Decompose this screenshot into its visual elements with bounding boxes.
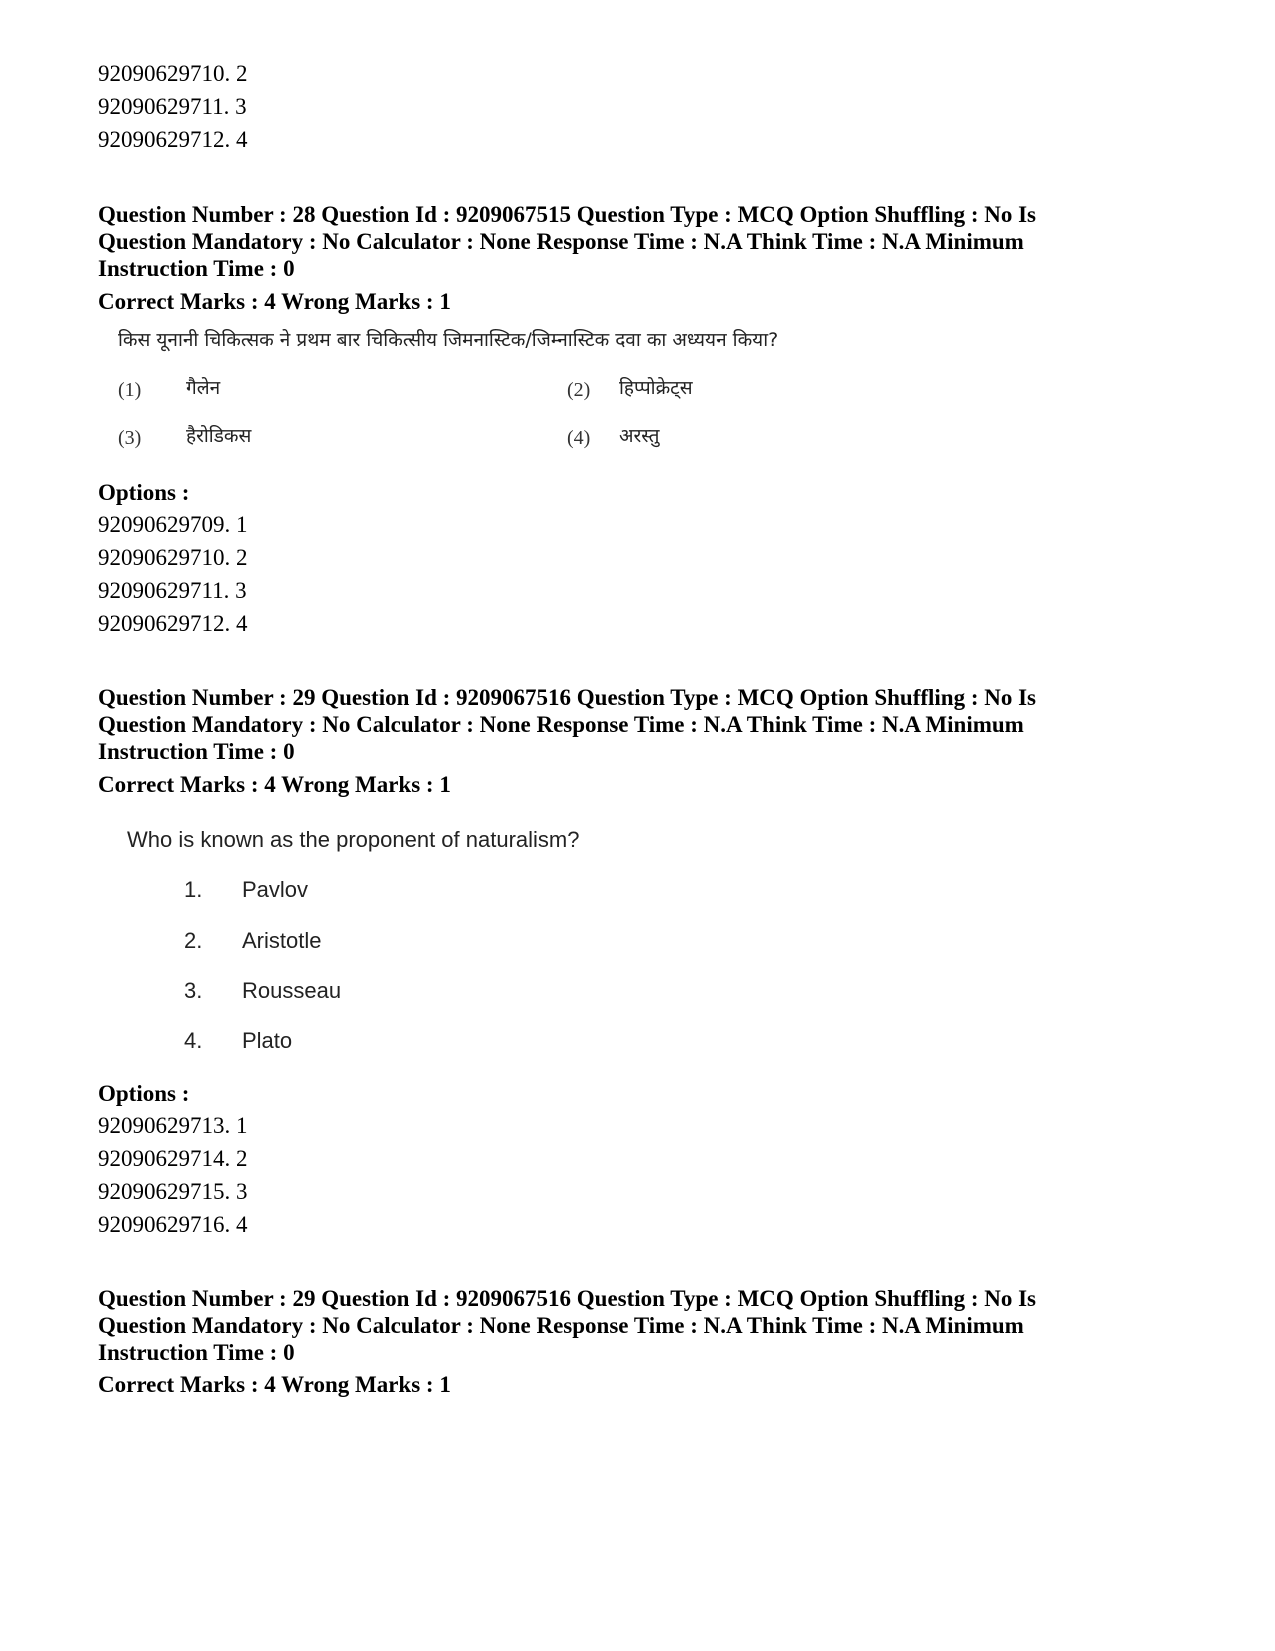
option-value: 2 bbox=[236, 61, 248, 86]
option-value: 3 bbox=[236, 1179, 248, 1204]
option-line: 92090629711. 3 bbox=[98, 94, 247, 119]
question-header-line: Question Number : 28 Question Id : 9209067515 Question Type : MCQ Option Shuffling : No Is bbox=[98, 202, 1037, 227]
question-header-line: Question Number : 29 Question Id : 9209067516 Question Type : MCQ Option Shuffling : No Is bbox=[98, 1286, 1037, 1311]
option-id: 92090629712 bbox=[98, 127, 225, 152]
option-id: 92090629713 bbox=[98, 1113, 225, 1138]
option-id: 92090629711 bbox=[98, 578, 224, 603]
option-value: 1 bbox=[236, 1113, 248, 1138]
option-line: 92090629716. 4 bbox=[98, 1212, 248, 1237]
choice-number: (4) bbox=[567, 427, 591, 449]
choice-number: (2) bbox=[567, 379, 591, 401]
options-label: Options : bbox=[98, 1081, 190, 1106]
question-header-line: Question Mandatory : No Calculator : None Response Time : N.A Think Time : N.A Minimum bbox=[98, 712, 1024, 737]
option-line: 92090629710. 2 bbox=[98, 61, 248, 86]
choice-number: 3. bbox=[184, 978, 203, 1003]
choice-text: Aristotle bbox=[242, 928, 322, 953]
option-id: 92090629710 bbox=[98, 545, 225, 570]
choice-number: 4. bbox=[184, 1028, 203, 1053]
option-line: 92090629714. 2 bbox=[98, 1146, 248, 1171]
option-id: 92090629712 bbox=[98, 611, 225, 636]
question-text: Who is known as the proponent of naturalism? bbox=[127, 827, 580, 852]
option-line: 92090629712. 4 bbox=[98, 127, 248, 152]
question-header-line: Question Mandatory : No Calculator : None Response Time : N.A Think Time : N.A Minimum bbox=[98, 229, 1024, 254]
question-header-line: Instruction Time : 0 bbox=[98, 739, 295, 764]
choice-number: (3) bbox=[118, 427, 142, 449]
choice-number: 2. bbox=[184, 928, 203, 953]
option-id: 92090629710 bbox=[98, 61, 225, 86]
choice-text: हैरोडिकस bbox=[186, 425, 252, 447]
option-line: 92090629711. 3 bbox=[98, 578, 247, 603]
question-header-line: Question Number : 29 Question Id : 9209067516 Question Type : MCQ Option Shuffling : No Is bbox=[98, 685, 1037, 710]
choice-text: हिप्पोक्रेट्स bbox=[619, 377, 693, 399]
question-text: किस यूनानी चिकित्सक ने प्रथम बार चिकित्सीय जिमनास्टिक/जिम्नास्टिक दवा का अध्ययन किया? bbox=[118, 329, 779, 351]
question-header-line: Instruction Time : 0 bbox=[98, 256, 295, 281]
question-header-line: Question Mandatory : No Calculator : None Response Time : N.A Think Time : N.A Minimum bbox=[98, 1313, 1024, 1338]
option-id: 92090629715 bbox=[98, 1179, 225, 1204]
options-label: Options : bbox=[98, 480, 190, 505]
option-value: 4 bbox=[236, 127, 248, 152]
choice-text: गैलेन bbox=[186, 377, 221, 399]
option-value: 1 bbox=[236, 512, 248, 537]
option-id: 92090629716 bbox=[98, 1212, 225, 1237]
choice-number: (1) bbox=[118, 379, 142, 401]
option-line: 92090629709. 1 bbox=[98, 512, 248, 537]
option-line: 92090629715. 3 bbox=[98, 1179, 248, 1204]
option-id: 92090629709 bbox=[98, 512, 225, 537]
option-line: 92090629710. 2 bbox=[98, 545, 248, 570]
option-value: 3 bbox=[235, 94, 247, 119]
marks-line: Correct Marks : 4 Wrong Marks : 1 bbox=[98, 289, 451, 314]
choice-text: Plato bbox=[242, 1028, 293, 1053]
choice-text: Pavlov bbox=[242, 877, 309, 902]
option-value: 4 bbox=[236, 611, 248, 636]
option-value: 2 bbox=[236, 1146, 248, 1171]
option-id: 92090629711 bbox=[98, 94, 224, 119]
option-value: 4 bbox=[236, 1212, 248, 1237]
option-line: 92090629713. 1 bbox=[98, 1113, 248, 1138]
option-value: 2 bbox=[236, 545, 248, 570]
option-value: 3 bbox=[235, 578, 247, 603]
option-line: 92090629712. 4 bbox=[98, 611, 248, 636]
choice-text: Rousseau bbox=[242, 978, 342, 1003]
question-header-line: Instruction Time : 0 bbox=[98, 1340, 295, 1365]
marks-line: Correct Marks : 4 Wrong Marks : 1 bbox=[98, 1372, 451, 1397]
choice-text: अरस्तु bbox=[619, 425, 660, 447]
marks-line: Correct Marks : 4 Wrong Marks : 1 bbox=[98, 772, 451, 797]
choice-number: 1. bbox=[184, 877, 203, 902]
option-id: 92090629714 bbox=[98, 1146, 225, 1171]
